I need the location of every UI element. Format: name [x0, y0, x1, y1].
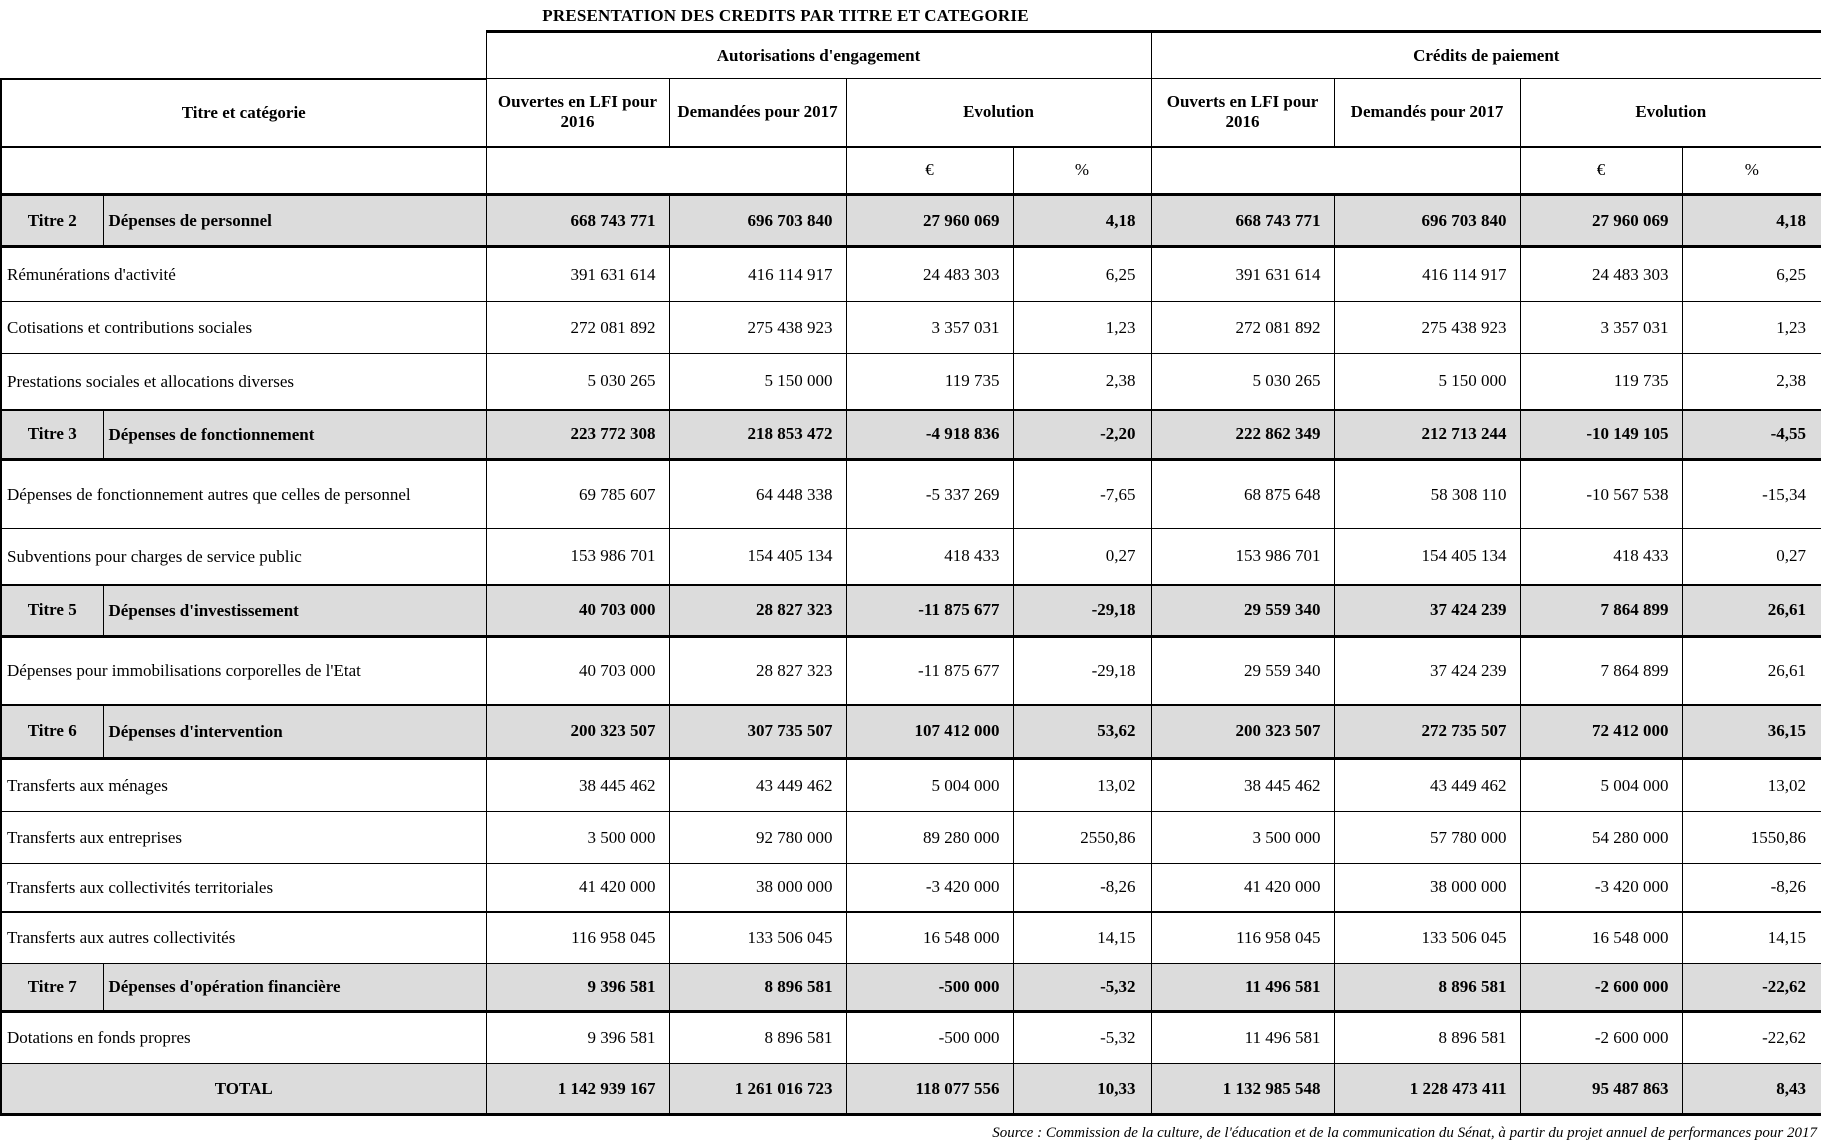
- category-label: Transferts aux entreprises: [1, 812, 486, 864]
- value-cell: 119 735: [846, 354, 1013, 410]
- table-body: [1, 195, 1821, 1115]
- value-cell: 8 896 581: [1334, 964, 1520, 1012]
- value-cell: 2,38: [1682, 354, 1821, 410]
- value-cell: 668 743 771: [486, 195, 669, 247]
- value-cell: 107 412 000: [846, 705, 1013, 759]
- value-cell: 24 483 303: [1520, 247, 1682, 302]
- value-cell: 16 548 000: [846, 912, 1013, 964]
- value-cell: 1 228 473 411: [1334, 1064, 1520, 1115]
- category-label: Transferts aux autres collectivités: [1, 912, 486, 964]
- value-cell: 118 077 556: [846, 1064, 1013, 1115]
- value-cell: 43 449 462: [669, 759, 846, 812]
- value-cell: 5 150 000: [1334, 354, 1520, 410]
- table-row: [1, 964, 1821, 1012]
- titre-cell: Titre 6: [1, 705, 103, 759]
- value-cell: 696 703 840: [669, 195, 846, 247]
- value-cell: 29 559 340: [1151, 585, 1334, 637]
- value-cell: 27 960 069: [1520, 195, 1682, 247]
- value-cell: 418 433: [846, 529, 1013, 585]
- value-cell: 116 958 045: [1151, 912, 1334, 964]
- value-cell: 28 827 323: [669, 637, 846, 705]
- titre-cell: Titre 7: [1, 964, 103, 1012]
- value-cell: -7,65: [1013, 460, 1151, 529]
- value-cell: 116 958 045: [486, 912, 669, 964]
- value-cell: 53,62: [1013, 705, 1151, 759]
- value-cell: -4,55: [1682, 410, 1821, 460]
- value-cell: 153 986 701: [1151, 529, 1334, 585]
- value-cell: 37 424 239: [1334, 637, 1520, 705]
- value-cell: -5,32: [1013, 964, 1151, 1012]
- value-cell: 41 420 000: [486, 864, 669, 912]
- value-cell: 418 433: [1520, 529, 1682, 585]
- value-cell: 10,33: [1013, 1064, 1151, 1115]
- value-cell: -11 875 677: [846, 585, 1013, 637]
- col-header-cp-2016: Ouverts en LFI pour 2016: [1151, 79, 1334, 147]
- subheader-empty-ae: [486, 147, 846, 195]
- table-row: [1, 1012, 1821, 1064]
- value-cell: 11 496 581: [1151, 964, 1334, 1012]
- category-label: Dotations en fonds propres: [1, 1012, 486, 1064]
- category-label: Transferts aux ménages: [1, 759, 486, 812]
- category-label: Dépenses de personnel: [103, 195, 486, 247]
- value-cell: 8 896 581: [669, 964, 846, 1012]
- value-cell: 200 323 507: [486, 705, 669, 759]
- value-cell: 272 081 892: [486, 302, 669, 354]
- value-cell: 6,25: [1682, 247, 1821, 302]
- value-cell: 272 735 507: [1334, 705, 1520, 759]
- value-cell: 5 150 000: [669, 354, 846, 410]
- value-cell: 8,43: [1682, 1064, 1821, 1115]
- value-cell: 8 896 581: [1334, 1012, 1520, 1064]
- value-cell: 43 449 462: [1334, 759, 1520, 812]
- value-cell: -8,26: [1682, 864, 1821, 912]
- subheader-cp-pct: %: [1682, 147, 1821, 195]
- titre-cell: Titre 2: [1, 195, 103, 247]
- value-cell: 16 548 000: [1520, 912, 1682, 964]
- value-cell: -22,62: [1682, 1012, 1821, 1064]
- subheader-ae-euro: €: [846, 147, 1013, 195]
- col-header-titre-categorie: Titre et catégorie: [1, 79, 486, 147]
- value-cell: 0,27: [1682, 529, 1821, 585]
- category-label: Dépenses pour immobilisations corporelles de l'Etat: [1, 637, 486, 705]
- table-row: [1, 247, 1821, 302]
- value-cell: 3 500 000: [1151, 812, 1334, 864]
- value-cell: 416 114 917: [1334, 247, 1520, 302]
- value-cell: 41 420 000: [1151, 864, 1334, 912]
- value-cell: 307 735 507: [669, 705, 846, 759]
- category-label: Dépenses de fonctionnement autres que celles de personnel: [1, 460, 486, 529]
- source-note: Source : Commission de la culture, de l'éducation et de la communication du Sénat, à partir du projet annuel de performances pour 2017: [992, 1125, 1817, 1141]
- value-cell: 5 030 265: [486, 354, 669, 410]
- value-cell: 6,25: [1013, 247, 1151, 302]
- value-cell: 28 827 323: [669, 585, 846, 637]
- value-cell: 416 114 917: [669, 247, 846, 302]
- value-cell: 1 261 016 723: [669, 1064, 846, 1115]
- value-cell: -2 600 000: [1520, 964, 1682, 1012]
- subheader-row: [1, 147, 1821, 195]
- category-label: Transferts aux collectivités territoriales: [1, 864, 486, 912]
- category-label: Dépenses d'opération financière: [103, 964, 486, 1012]
- col-header-cp-evolution: Evolution: [1520, 79, 1821, 147]
- value-cell: 89 280 000: [846, 812, 1013, 864]
- value-cell: 7 864 899: [1520, 637, 1682, 705]
- table-row: [1, 302, 1821, 354]
- value-cell: 0,27: [1013, 529, 1151, 585]
- value-cell: 58 308 110: [1334, 460, 1520, 529]
- value-cell: 154 405 134: [669, 529, 846, 585]
- value-cell: 40 703 000: [486, 637, 669, 705]
- table-row: [1, 195, 1821, 247]
- value-cell: -8,26: [1013, 864, 1151, 912]
- value-cell: 4,18: [1682, 195, 1821, 247]
- value-cell: 1,23: [1682, 302, 1821, 354]
- subheader-cp-euro: €: [1520, 147, 1682, 195]
- subheader-ae-pct: %: [1013, 147, 1151, 195]
- value-cell: -2 600 000: [1520, 1012, 1682, 1064]
- value-cell: 5 004 000: [1520, 759, 1682, 812]
- value-cell: -11 875 677: [846, 637, 1013, 705]
- value-cell: 275 438 923: [669, 302, 846, 354]
- value-cell: 212 713 244: [1334, 410, 1520, 460]
- group-header-row: [1, 32, 1821, 79]
- category-label: Dépenses d'investissement: [103, 585, 486, 637]
- column-header-row: [1, 79, 1821, 147]
- category-label: Dépenses d'intervention: [103, 705, 486, 759]
- value-cell: 38 000 000: [1334, 864, 1520, 912]
- value-cell: 7 864 899: [1520, 585, 1682, 637]
- value-cell: -10 567 538: [1520, 460, 1682, 529]
- value-cell: 2,38: [1013, 354, 1151, 410]
- value-cell: 26,61: [1682, 637, 1821, 705]
- value-cell: 9 396 581: [486, 1012, 669, 1064]
- table-row: [1, 637, 1821, 705]
- value-cell: 1 132 985 548: [1151, 1064, 1334, 1115]
- value-cell: -4 918 836: [846, 410, 1013, 460]
- value-cell: 11 496 581: [1151, 1012, 1334, 1064]
- table-row: [1, 585, 1821, 637]
- col-header-ae-evolution: Evolution: [846, 79, 1151, 147]
- value-cell: 13,02: [1013, 759, 1151, 812]
- value-cell: 153 986 701: [486, 529, 669, 585]
- value-cell: 24 483 303: [846, 247, 1013, 302]
- table-row: [1, 705, 1821, 759]
- header-spacer: [1, 32, 486, 79]
- table-row: [1, 354, 1821, 410]
- subheader-empty-cp: [1151, 147, 1520, 195]
- value-cell: 696 703 840: [1334, 195, 1520, 247]
- value-cell: 72 412 000: [1520, 705, 1682, 759]
- value-cell: 391 631 614: [486, 247, 669, 302]
- value-cell: -2,20: [1013, 410, 1151, 460]
- value-cell: -29,18: [1013, 585, 1151, 637]
- category-label: Cotisations et contributions sociales: [1, 302, 486, 354]
- value-cell: 200 323 507: [1151, 705, 1334, 759]
- subheader-empty-left: [1, 147, 486, 195]
- value-cell: 37 424 239: [1334, 585, 1520, 637]
- value-cell: -3 420 000: [1520, 864, 1682, 912]
- category-label: Dépenses de fonctionnement: [103, 410, 486, 460]
- group-header-ae: Autorisations d'engagement: [486, 32, 1151, 79]
- col-header-ae-2016: Ouvertes en LFI pour 2016: [486, 79, 669, 147]
- value-cell: 38 445 462: [1151, 759, 1334, 812]
- value-cell: -500 000: [846, 964, 1013, 1012]
- table-row: [1, 460, 1821, 529]
- value-cell: 54 280 000: [1520, 812, 1682, 864]
- value-cell: 154 405 134: [1334, 529, 1520, 585]
- value-cell: -3 420 000: [846, 864, 1013, 912]
- value-cell: 64 448 338: [669, 460, 846, 529]
- value-cell: 57 780 000: [1334, 812, 1520, 864]
- category-label: Rémunérations d'activité: [1, 247, 486, 302]
- table-row: [1, 759, 1821, 812]
- table-row: [1, 864, 1821, 912]
- value-cell: 9 396 581: [486, 964, 669, 1012]
- value-cell: -22,62: [1682, 964, 1821, 1012]
- value-cell: -5 337 269: [846, 460, 1013, 529]
- value-cell: 29 559 340: [1151, 637, 1334, 705]
- value-cell: -5,32: [1013, 1012, 1151, 1064]
- value-cell: 2550,86: [1013, 812, 1151, 864]
- value-cell: 5 004 000: [846, 759, 1013, 812]
- value-cell: 668 743 771: [1151, 195, 1334, 247]
- value-cell: 95 487 863: [1520, 1064, 1682, 1115]
- value-cell: 69 785 607: [486, 460, 669, 529]
- value-cell: 38 000 000: [669, 864, 846, 912]
- category-label: Prestations sociales et allocations diverses: [1, 354, 486, 410]
- value-cell: 223 772 308: [486, 410, 669, 460]
- value-cell: 133 506 045: [669, 912, 846, 964]
- value-cell: 5 030 265: [1151, 354, 1334, 410]
- value-cell: 14,15: [1682, 912, 1821, 964]
- value-cell: 275 438 923: [1334, 302, 1520, 354]
- value-cell: 14,15: [1013, 912, 1151, 964]
- value-cell: 119 735: [1520, 354, 1682, 410]
- value-cell: -29,18: [1013, 637, 1151, 705]
- total-label: TOTAL: [1, 1064, 486, 1115]
- value-cell: 27 960 069: [846, 195, 1013, 247]
- col-header-cp-2017: Demandés pour 2017: [1334, 79, 1520, 147]
- value-cell: 222 862 349: [1151, 410, 1334, 460]
- value-cell: -500 000: [846, 1012, 1013, 1064]
- col-header-ae-2017: Demandées pour 2017: [669, 79, 846, 147]
- table-row: [1, 1064, 1821, 1115]
- titre-cell: Titre 5: [1, 585, 103, 637]
- group-header-cp: Crédits de paiement: [1151, 32, 1821, 79]
- page-title: PRESENTATION DES CREDITS PAR TITRE ET CATEGORIE: [542, 6, 1029, 25]
- value-cell: 1550,86: [1682, 812, 1821, 864]
- table-header: [1, 32, 1821, 195]
- category-label: Subventions pour charges de service public: [1, 529, 486, 585]
- value-cell: 40 703 000: [486, 585, 669, 637]
- value-cell: 1,23: [1013, 302, 1151, 354]
- value-cell: 391 631 614: [1151, 247, 1334, 302]
- value-cell: 13,02: [1682, 759, 1821, 812]
- value-cell: 68 875 648: [1151, 460, 1334, 529]
- value-cell: 3 357 031: [1520, 302, 1682, 354]
- value-cell: 36,15: [1682, 705, 1821, 759]
- value-cell: 3 357 031: [846, 302, 1013, 354]
- value-cell: 4,18: [1013, 195, 1151, 247]
- value-cell: 38 445 462: [486, 759, 669, 812]
- titre-cell: Titre 3: [1, 410, 103, 460]
- value-cell: -10 149 105: [1520, 410, 1682, 460]
- value-cell: 1 142 939 167: [486, 1064, 669, 1115]
- table-row: [1, 410, 1821, 460]
- value-cell: 8 896 581: [669, 1012, 846, 1064]
- table-row: [1, 912, 1821, 964]
- value-cell: 92 780 000: [669, 812, 846, 864]
- table-row: [1, 812, 1821, 864]
- value-cell: 3 500 000: [486, 812, 669, 864]
- value-cell: 272 081 892: [1151, 302, 1334, 354]
- value-cell: 218 853 472: [669, 410, 846, 460]
- value-cell: 133 506 045: [1334, 912, 1520, 964]
- value-cell: -15,34: [1682, 460, 1821, 529]
- credits-table: [0, 30, 1821, 1116]
- table-row: [1, 529, 1821, 585]
- value-cell: 26,61: [1682, 585, 1821, 637]
